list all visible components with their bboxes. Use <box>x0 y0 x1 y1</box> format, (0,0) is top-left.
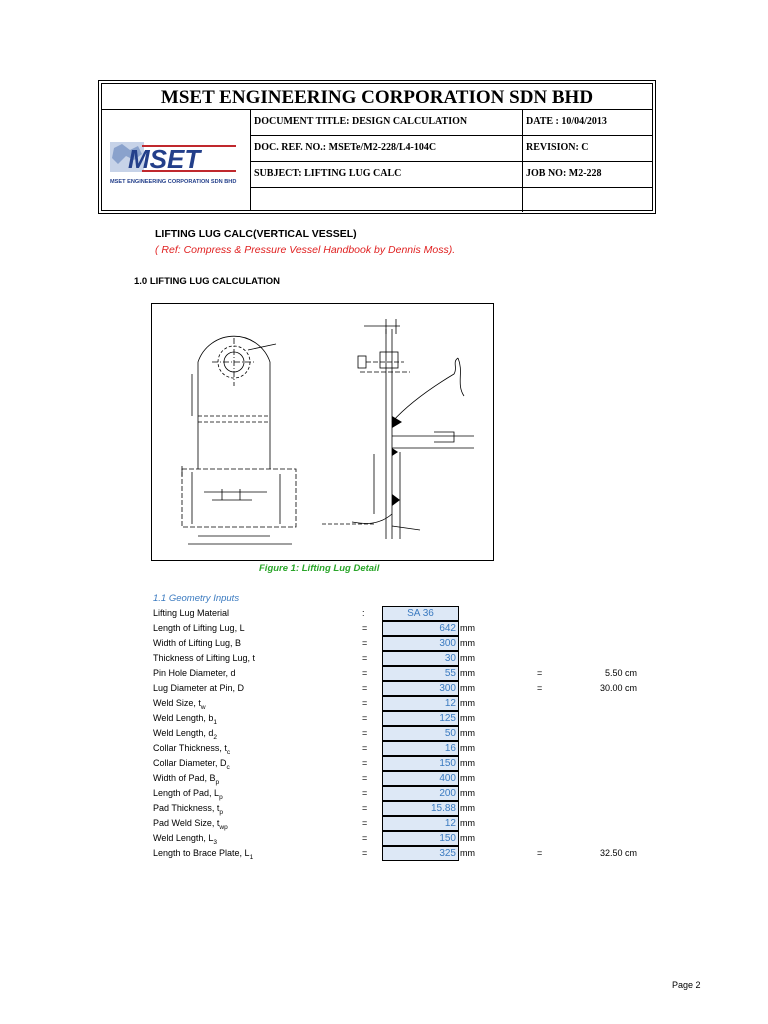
input-value-cell[interactable]: 16 <box>382 741 459 756</box>
input-operator: = <box>362 668 368 678</box>
input-label-subscript: 1 <box>213 718 218 726</box>
input-row <box>0 741 768 756</box>
logo-cell <box>102 110 251 210</box>
converted-value: 5.50 cm <box>604 668 637 678</box>
input-unit: mm <box>460 713 475 723</box>
input-value-cell[interactable]: SA 36 <box>382 606 459 621</box>
input-value-cell[interactable]: 150 <box>382 831 459 846</box>
input-row <box>0 771 768 786</box>
conversion-operator: = <box>537 683 543 693</box>
header-inner <box>101 83 653 211</box>
input-value-cell[interactable]: 642 <box>382 621 459 636</box>
input-label <box>153 623 245 636</box>
lifting-lug-figure <box>151 303 494 561</box>
input-operator: = <box>362 803 368 813</box>
input-unit: mm <box>460 773 475 783</box>
lug-outline <box>198 336 270 469</box>
input-label <box>153 608 229 621</box>
input-unit: mm <box>460 623 475 633</box>
input-label-text: Weld Size, t <box>153 698 201 708</box>
header-table <box>98 80 656 214</box>
input-unit: mm <box>460 653 475 663</box>
input-label-text: Pad Thickness, t <box>153 803 220 813</box>
input-label-subscript: 2 <box>213 733 218 741</box>
logo-subtext: MSET ENGINEERING CORPORATION SDN BHD <box>110 179 237 185</box>
input-value-cell[interactable]: 325 <box>382 846 459 861</box>
input-operator: = <box>362 713 368 723</box>
input-label-text: Lifting Lug Material <box>153 608 230 618</box>
input-operator: = <box>362 788 368 798</box>
input-label-subscript: c <box>226 748 231 756</box>
input-label-text: Thickness of Lifting Lug, t <box>153 653 256 663</box>
input-value-cell[interactable]: 300 <box>382 681 459 696</box>
input-row <box>0 756 768 771</box>
input-label-subscript: 3 <box>213 838 218 846</box>
input-row <box>0 606 768 621</box>
conversion-operator: = <box>537 668 543 678</box>
input-label-text: Lug Diameter at Pin, D <box>153 683 245 693</box>
input-unit: mm <box>460 743 475 753</box>
subject: SUBJECT: LIFTING LUG CALC <box>251 162 523 188</box>
input-label <box>153 653 255 666</box>
input-value-cell[interactable]: 400 <box>382 771 459 786</box>
section-heading: 1.0 LIFTING LUG CALCULATION <box>134 276 281 287</box>
input-label-text: Collar Thickness, t <box>153 743 227 753</box>
geometry-inputs-heading: 1.1 Geometry Inputs <box>153 593 240 604</box>
conversion-operator: = <box>537 848 543 858</box>
input-label-text: Weld Length, b <box>153 713 214 723</box>
input-label <box>153 833 217 846</box>
input-operator: = <box>362 653 368 663</box>
input-unit: mm <box>460 638 475 648</box>
input-row <box>0 711 768 726</box>
input-operator: : <box>362 608 365 618</box>
company-name: MSET ENGINEERING CORPORATION SDN BHD <box>102 84 652 110</box>
input-value-cell[interactable]: 30 <box>382 651 459 666</box>
input-row <box>0 696 768 711</box>
input-label <box>153 818 228 831</box>
input-unit: mm <box>460 848 475 858</box>
job-no: JOB NO: M2-228 <box>523 162 652 188</box>
input-row <box>0 801 768 816</box>
blank-cell-left <box>251 188 523 212</box>
input-unit: mm <box>460 833 475 843</box>
input-label-text: Length to Brace Plate, L <box>153 848 250 858</box>
input-operator: = <box>362 758 368 768</box>
input-operator: = <box>362 818 368 828</box>
vessel-head <box>392 358 458 422</box>
blank-cell-right <box>523 188 652 212</box>
input-unit: mm <box>460 803 475 813</box>
weld-symbol <box>392 416 402 428</box>
input-value-cell[interactable]: 300 <box>382 636 459 651</box>
figure-caption: Figure 1: Lifting Lug Detail <box>259 563 380 574</box>
input-label-text: Length of Lifting Lug, L <box>153 623 245 633</box>
input-value-cell[interactable]: 55 <box>382 666 459 681</box>
input-label-subscript: p <box>219 808 223 816</box>
input-label <box>153 683 244 696</box>
input-label-subscript: p <box>219 793 223 801</box>
input-operator: = <box>362 683 368 693</box>
input-label-text: Collar Diameter, D <box>153 758 227 768</box>
revision: REVISION: C <box>523 136 652 162</box>
input-label-text: Length of Pad, L <box>153 788 220 798</box>
pad-outline <box>182 469 296 527</box>
page-number: Page 2 <box>672 980 701 990</box>
input-label-subscript: 1 <box>249 853 254 861</box>
input-label-text: Weld Length, d <box>153 728 214 738</box>
calc-reference: ( Ref: Compress & Pressure Vessel Handbook by Dennis Moss). <box>155 244 456 256</box>
input-label-text: Width of Lifting Lug, B <box>153 638 242 648</box>
input-label-text: Pin Hole Diameter, d <box>153 668 236 678</box>
input-value-cell[interactable]: 150 <box>382 756 459 771</box>
input-label <box>153 698 206 711</box>
input-operator: = <box>362 848 368 858</box>
input-unit: mm <box>460 758 475 768</box>
input-operator: = <box>362 623 368 633</box>
input-unit: mm <box>460 698 475 708</box>
input-label <box>153 668 236 681</box>
input-row <box>0 831 768 846</box>
input-row <box>0 726 768 741</box>
input-label-subscript: p <box>215 778 220 786</box>
input-unit: mm <box>460 818 475 828</box>
input-operator: = <box>362 728 368 738</box>
converted-value: 32.50 cm <box>599 848 637 858</box>
input-row <box>0 786 768 801</box>
input-value-cell[interactable]: 12 <box>382 696 459 711</box>
input-label <box>153 743 230 756</box>
input-row <box>0 681 768 696</box>
doc-ref: DOC. REF. NO.: MSETe/M2-228/L4-104C <box>251 136 523 162</box>
lifting-lug-drawing <box>152 304 493 560</box>
input-row <box>0 666 768 681</box>
input-label <box>153 848 253 861</box>
input-operator: = <box>362 698 368 708</box>
input-label-text: Weld Length, L <box>153 833 214 843</box>
input-value-cell[interactable]: 200 <box>382 786 459 801</box>
input-label <box>153 713 217 726</box>
input-unit: mm <box>460 668 475 678</box>
logo-wordmark: MSET <box>128 144 201 174</box>
calc-title: LIFTING LUG CALC(VERTICAL VESSEL) <box>155 228 357 240</box>
input-label <box>153 728 217 741</box>
input-row <box>0 651 768 666</box>
converted-value: 30.00 cm <box>599 683 637 693</box>
input-label <box>153 638 241 651</box>
input-label <box>153 773 219 786</box>
date: DATE : 10/04/2013 <box>523 110 652 136</box>
input-unit: mm <box>460 728 475 738</box>
input-unit: mm <box>460 788 475 798</box>
input-operator: = <box>362 773 368 783</box>
input-value-cell[interactable]: 15.88 <box>382 801 459 816</box>
input-value-cell[interactable]: 50 <box>382 726 459 741</box>
input-operator: = <box>362 833 368 843</box>
company-logo <box>108 138 238 188</box>
input-label <box>153 803 223 816</box>
input-row <box>0 621 768 636</box>
input-label-subscript: c <box>226 763 230 771</box>
input-label <box>153 758 230 771</box>
input-operator: = <box>362 638 368 648</box>
input-row <box>0 846 768 861</box>
input-label-text: Pad Weld Size, t <box>153 818 220 828</box>
input-value-cell[interactable]: 12 <box>382 816 459 831</box>
input-label-subscript: w <box>200 703 206 711</box>
input-value-cell[interactable]: 125 <box>382 711 459 726</box>
input-row <box>0 636 768 651</box>
input-label <box>153 788 223 801</box>
input-unit: mm <box>460 683 475 693</box>
input-label-text: Width of Pad, B <box>153 773 216 783</box>
input-label-subscript: wp <box>219 823 228 831</box>
input-row <box>0 816 768 831</box>
document-title: DOCUMENT TITLE: DESIGN CALCULATION <box>251 110 523 136</box>
input-operator: = <box>362 743 368 753</box>
